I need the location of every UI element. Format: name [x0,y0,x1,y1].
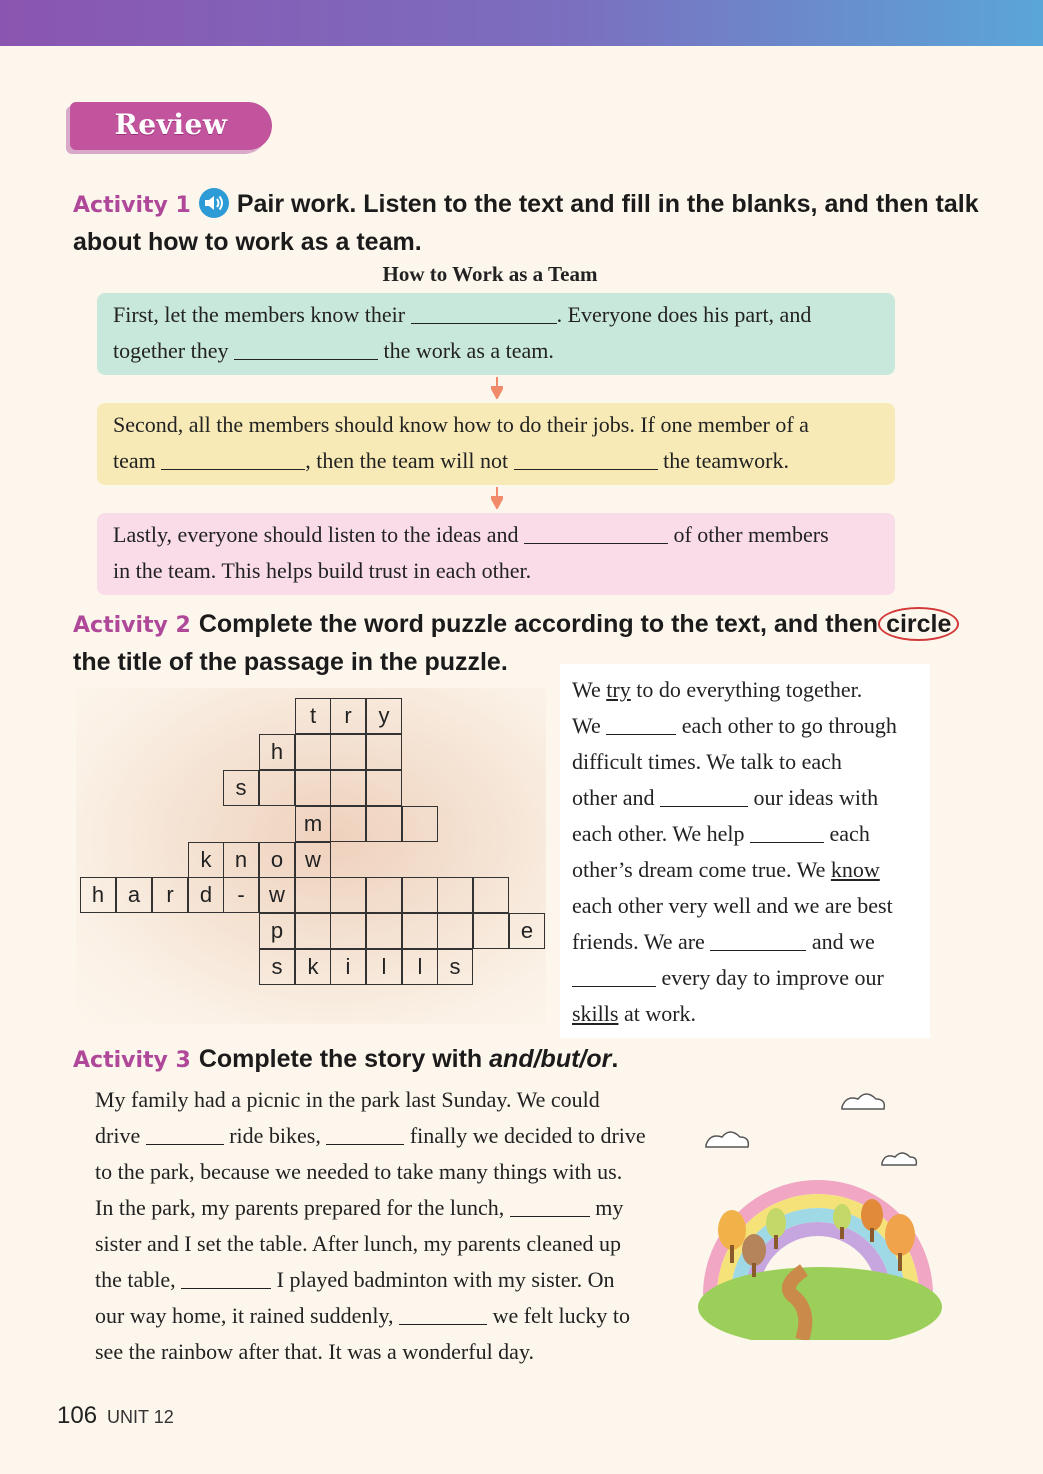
activity2-label: Activity 2 [73,613,191,638]
puzzle-cell[interactable]: e [509,913,545,949]
puzzle-cell[interactable] [330,806,366,842]
puzzle-cell[interactable]: h [80,877,116,913]
puzzle-cell[interactable]: o [259,842,295,878]
down-arrow-icon [491,377,503,399]
puzzle-cell[interactable]: k [295,949,331,985]
activity2-instruction: Activity 2 Complete the word puzzle according to the text, and then circle the title of the passage in the puzzle. [73,606,959,680]
puzzle-cell[interactable] [366,913,402,949]
puzzle-cell[interactable]: r [330,698,366,734]
puzzle-cell[interactable] [295,770,331,806]
activity3-label: Activity 3 [73,1048,191,1073]
fill-blank[interactable] [146,1121,224,1145]
picnic-story: My family had a picnic in the park last Sunday. We could drive ride bikes, finally we decided to drive to the park, because we needed to take many things with us. In the park, my parents prepared for the lunch, my sister and I set the table. After lunch, my parents cleaned up the table, I played badminton with my sister. On our way home, it rained suddenly, we felt lucky to see the rainbow after that. It was a wonderful day. [95,1087,646,1364]
puzzle-cell[interactable] [259,770,295,806]
fill-blank[interactable] [710,927,806,951]
puzzle-cell[interactable] [295,913,331,949]
fill-blank[interactable] [750,819,824,843]
puzzle-cell[interactable] [402,806,438,842]
fill-blank[interactable] [411,300,557,324]
puzzle-cell[interactable] [295,877,331,913]
fill-blank[interactable] [660,783,748,807]
puzzle-cell[interactable]: p [259,913,295,949]
puzzle-cell[interactable]: n [223,842,259,878]
puzzle-cell[interactable] [366,770,402,806]
puzzle-cell[interactable] [366,806,402,842]
step-box-first: First, let the members know their . Everyone does his part, and together they the work as a team. [97,293,895,375]
review-label: Review [70,102,272,150]
rainbow-park-illustration [692,1085,947,1340]
puzzle-cell[interactable] [437,913,473,949]
puzzle-cell[interactable]: w [295,842,331,878]
puzzle-cell[interactable] [330,877,366,913]
puzzle-cell[interactable]: i [330,949,366,985]
puzzle-cell[interactable] [473,877,509,913]
activity3-instruction: Activity 3 Complete the story with and/but/or. [73,1045,619,1073]
fill-blank[interactable] [572,963,656,987]
puzzle-cell[interactable]: a [116,877,152,913]
puzzle-passage: We try to do everything together. We each other to go through difficult times. We talk to each other and our ideas with each other. We help each other’s dream come true. We know each other very well and we are best friends. We are and we every day to improve our skills at work. [560,664,930,1038]
puzzle-cell[interactable] [366,877,402,913]
puzzle-cell[interactable]: l [366,949,402,985]
puzzle-cell[interactable] [330,770,366,806]
passage-title: How to Work as a Team [382,262,598,286]
activity1-instruction: Activity 1 Pair work. Listen to the text and fill in the blanks, and then talk about how to work as a team. [73,190,979,256]
puzzle-cell[interactable]: l [402,949,438,985]
puzzle-cell[interactable]: s [437,949,473,985]
puzzle-cell[interactable]: r [152,877,188,913]
fill-blank[interactable] [181,1265,271,1289]
unit-label: UNIT 12 [107,1407,174,1427]
puzzle-cell[interactable]: k [188,842,224,878]
puzzle-cell[interactable] [402,877,438,913]
puzzle-cell[interactable]: s [223,770,259,806]
fill-blank[interactable] [161,446,305,470]
fill-blank[interactable] [399,1301,487,1325]
fill-blank[interactable] [524,520,668,544]
puzzle-cell[interactable]: - [223,877,259,913]
step-box-second: Second, all the members should know how to do their jobs. If one member of a team , then the team will not the teamwork. [97,403,895,485]
puzzle-cell[interactable]: s [259,949,295,985]
down-arrow-icon [491,487,503,509]
puzzle-cell[interactable] [437,877,473,913]
puzzle-cell[interactable] [473,913,509,949]
puzzle-cell[interactable]: h [259,734,295,770]
circle-highlight: circle [878,607,959,641]
fill-blank[interactable] [326,1121,404,1145]
fill-blank[interactable] [514,446,658,470]
puzzle-cell[interactable] [295,734,331,770]
puzzle-cell[interactable]: m [295,806,331,842]
puzzle-cell[interactable]: d [188,877,224,913]
top-color-band [0,0,1043,46]
puzzle-cell[interactable] [330,913,366,949]
fill-blank[interactable] [234,336,378,360]
puzzle-cell[interactable]: w [259,877,295,913]
audio-speaker-icon[interactable] [199,188,229,218]
fill-blank[interactable] [606,711,676,735]
puzzle-cell[interactable] [402,913,438,949]
step-box-lastly: Lastly, everyone should listen to the ideas and of other members in the team. This helps build trust in each other. [97,513,895,595]
page-footer [57,1402,174,1430]
puzzle-cell[interactable]: t [295,698,331,734]
puzzle-cell[interactable] [330,734,366,770]
page-number: 106 [57,1402,98,1429]
puzzle-cell[interactable]: y [366,698,402,734]
activity1-label: Activity 1 [73,193,191,218]
puzzle-cell[interactable] [366,734,402,770]
fill-blank[interactable] [510,1193,590,1217]
